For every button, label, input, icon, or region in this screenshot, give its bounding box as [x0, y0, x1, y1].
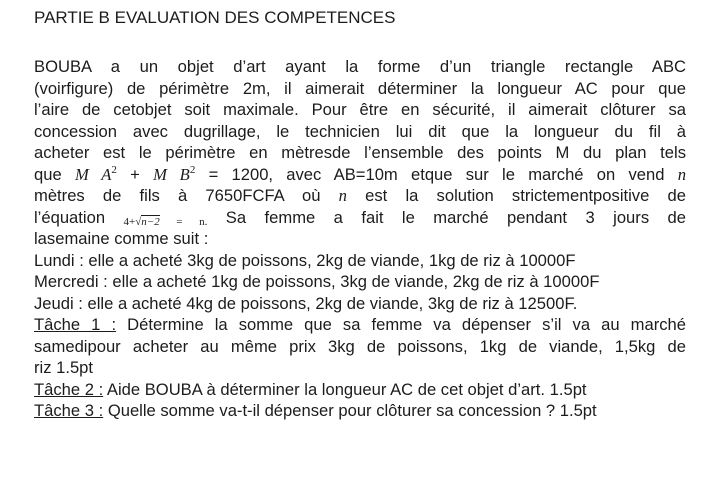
- math-exponent: 2: [189, 163, 196, 176]
- task-1-continued: riz 1.5pt: [34, 358, 94, 377]
- eq-left: 4+: [123, 215, 136, 228]
- text-line-equation: [34, 207, 686, 229]
- purchase-monday: Lundi : elle a acheté 3kg de poissons, 2kg de viande, 1kg de riz à 10000F: [34, 250, 576, 270]
- text-line: concession avec dugrillage, le technicien lui dit que la longueur du fil à: [34, 121, 686, 141]
- task-1: [34, 314, 686, 336]
- section-title: PARTIE B EVALUATION DES COMPETENCES: [34, 8, 396, 27]
- math-ma: M A: [74, 164, 112, 184]
- text-line: (voirfigure) de périmètre 2m, il aimerait déterminer la longueur AC pour que: [34, 78, 686, 98]
- task-3-label: Tâche 3 :: [34, 401, 104, 420]
- math-mb: M B: [153, 164, 190, 184]
- eq-right: = n.: [176, 215, 208, 228]
- task-3-text: Quelle somme va-t-il dépenser pour clôturer sa concession ? 1.5pt: [107, 401, 597, 420]
- task-1-text: Détermine la somme que sa femme va dépenser s’il va au marché: [127, 315, 686, 334]
- text-line: l’aire de cetobjet soit maximale. Pour être en sécurité, il aimerait clôturer sa: [34, 100, 686, 119]
- task-2-label: Tâche 2 :: [34, 379, 104, 399]
- math-exponent: 2: [111, 163, 117, 176]
- text-fragment: est la solution strictementpositive de: [365, 186, 686, 205]
- purchase-thursday: Jeudi : elle a acheté 4kg de poissons, 2kg de viande, 3kg de riz à 12500F.: [34, 293, 578, 313]
- text-fragment: = 1200, avec AB=10m etque sur le marché on vend: [208, 164, 665, 184]
- text-fragment: Sa femme a fait le marché pendant 3 jours de: [225, 207, 687, 227]
- math-n: n: [677, 164, 686, 184]
- text-line: acheter est le périmètre en mètresde l’ensemble des points M du plan tels: [34, 143, 686, 162]
- text-line: [34, 185, 686, 207]
- task-2-text: Aide BOUBA à déterminer la longueur AC de cet objet d’art. 1.5pt: [106, 379, 587, 399]
- text-fragment: l’équation: [34, 207, 106, 227]
- text-fragment: que: [34, 164, 62, 184]
- problem-statement: [34, 56, 686, 422]
- text-line: lasemaine comme suit :: [34, 229, 209, 248]
- task-1-continued: samedipour acheter au même prix 3kg de poissons, 1kg de viande, 1,5kg de: [34, 336, 686, 356]
- math-plus: +: [130, 164, 140, 184]
- math-n: n: [338, 186, 347, 205]
- text-line-equation: [34, 164, 686, 186]
- task-3: [34, 400, 686, 422]
- text-fragment: mètres de fils à 7650FCFA où: [34, 186, 321, 205]
- purchase-wednesday: Mercredi : elle a acheté 1kg de poissons, 3kg de viande, 2kg de riz à 10000F: [34, 272, 600, 291]
- task-1-label: Tâche 1 :: [34, 315, 117, 334]
- eq-radicand: n−2: [141, 215, 160, 228]
- text-line: BOUBA a un objet d’art ayant la forme d’un triangle rectangle ABC: [34, 57, 686, 76]
- task-2: [34, 379, 686, 401]
- equation: 4+√n−2 = n.: [123, 215, 208, 228]
